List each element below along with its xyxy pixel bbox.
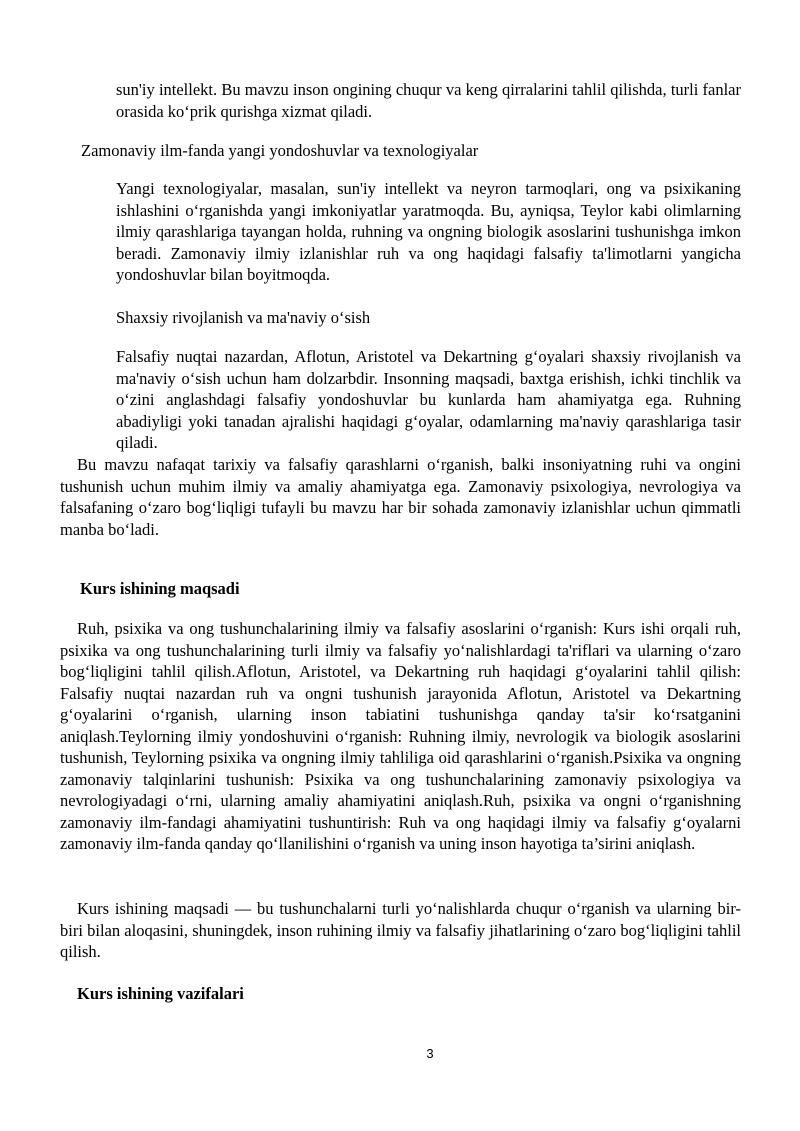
paragraph-new-technologies: Yangi texnologiyalar, masalan, sun'iy intellekt va neyron tarmoqlari, ong va psixikaning ishlashini o‘rganishda yangi imkoniyatlar yaratmoqda. Bu, ayniqsa, Teylor kabi olimlarning ilmiy qarashlariga tayangan holda, ruhning va ongning biologik asoslarini tushunishga imkon beradi. Zamonaviy ilmiy izlanishlar ruh va ong haqidagi falsafiy ta'limotlarni yangicha yondoshuvlar bilan boyitmoqda.	[116, 179, 741, 284]
subheading-personal-development: Shaxsiy rivojlanish va ma'naviy o‘sish	[116, 308, 371, 327]
heading-course-goal: Kurs ishining maqsadi	[80, 579, 240, 598]
paragraph-goal-summary: Kurs ishining maqsadi — bu tushunchalarni turli yo‘nalishlarda chuqur o‘rganish va ularning bir-biri bilan aloqasini, shuningdek, inson ruhining ilmiy va falsafiy jihatlarining o‘zaro bog‘liqligini tahlil qilish.	[60, 899, 741, 961]
paragraph-philosophical-view: Falsafiy nuqtai nazardan, Aflotun, Aristotel va Dekartning g‘oyalari shaxsiy rivojlanish va ma'naviy o‘sish uchun ham dolzarbdir. Insonning maqsadi, baxtga erishish, ichki tinchlik va o‘zini anglashdagi falsafiy yondoshuvlar bu kunlarda ham ahamiyatga ega. Ruhning abadiyligi yoki tanadan ajralishi haqidagi g‘oyalar, odamlarning ma'naviy qarashlariga tasir qiladi.	[116, 347, 741, 452]
heading-course-tasks: Kurs ishining vazifalari	[77, 984, 244, 1003]
paragraph-topic-importance: Bu mavzu nafaqat tarixiy va falsafiy qarashlarni o‘rganish, balki insoniyatning ruhi va ongini tushunish uchun muhim ilmiy va amaliy ahamiyatga ega. Zamonaviy psixologiya, nevrologiya va falsafaning o‘zaro bog‘liqligi tufayli bu mavzu har bir sohada zamonaviy izlanishlar uchun qimmatli manba bo‘ladi.	[60, 455, 741, 539]
page-number: 3	[426, 1046, 434, 1061]
subheading-modern-approaches: Zamonaviy ilm-fanda yangi yondoshuvlar va texnologiyalar	[81, 141, 479, 160]
paragraph-ai-bridge: sun'iy intellekt. Bu mavzu inson ongining chuqur va keng qirralarini tahlil qilishda, turli fanlar orasida ko‘prik qurishga xizmat qiladi.	[116, 80, 741, 121]
paragraph-goal-details: Ruh, psixika va ong tushunchalarining ilmiy va falsafiy asoslarini o‘rganish: Kurs ishi orqali ruh, psixika va ong tushunchalarining turli ilmiy va falsafiy yo‘nalishlardagi ta'riflari va ularning o‘zaro bog‘liqligini tahlil qilish.Aflotun, Aristotel, va Dekartning ruh haqidagi g‘oyalarini tahlil qilish: Falsafiy nuqtai nazardan ruh va ongni tushunish jarayonida Aflotun, Aristotel va Dekartning g‘oyalarini o‘rganish, ularning inson tabiatini tushunishga qanday ta'sir ko‘rsatganini aniqlash.Teylorning ilmiy yondoshuvini o‘rganish: Ruhning ilmiy, nevrologik va biologik asoslarini tushunish, Teylorning psixika va ongning ilmiy tahliliga oid qarashlarini o‘rganish.Psixika va ongning zamonaviy talqinlarini tushunish: Psixika va ong tushunchalarining zamonaviy psixologiya va nevrologiyadagi o‘rni, ularning amaliy ahamiyatini aniqlash.Ruh, psixika va ongni o‘rganishning zamonaviy ilm-fandagi ahamiyatini tushuntirish: Ruh va ong haqidagi ilmiy va falsafiy g‘oyalarni zamonaviy ilm-fanda qanday qo‘llanilishini o‘rganish va uning inson hayotiga ta’sirini aniqlash.	[60, 619, 741, 853]
